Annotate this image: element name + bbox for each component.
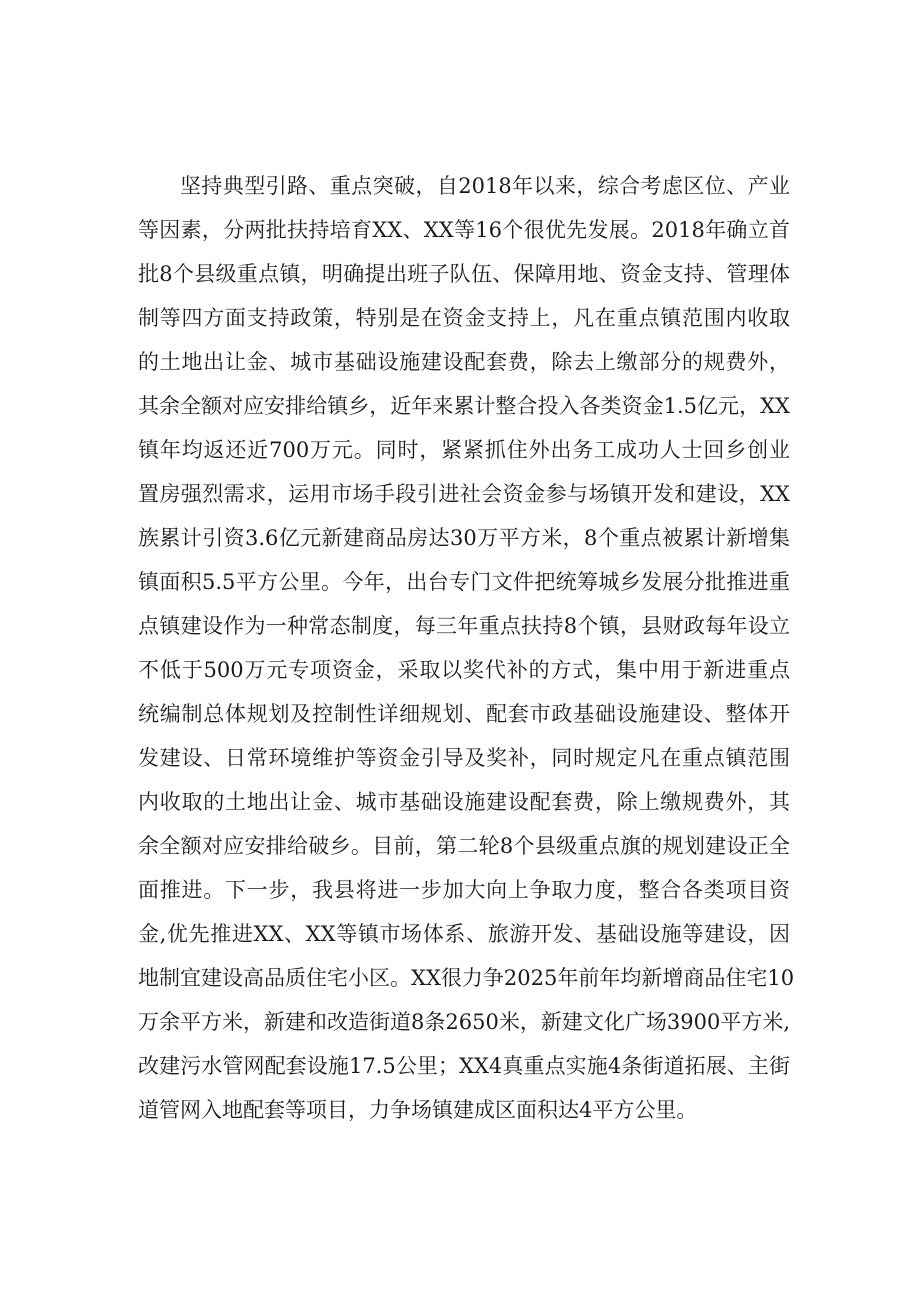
paragraph-line-9: 族累计引资3.6亿元新建商品房达30万平方米，8个重点被累计新增集 xyxy=(138,526,790,550)
paragraph-line-10: 镇面积5.5平方公里。今年，出台专门文件把统筹城乡发展分批推进重 xyxy=(138,570,790,594)
paragraph-line-20: 万余平方米，新建和改造街道8条2650米，新建文化广场3900平方米, xyxy=(138,1010,790,1034)
paragraph-line-6: 其余全额对应安排给镇乡，近年来累计整合投入各类资金1.5亿元，XX xyxy=(138,394,790,418)
paragraph-line-14: 发建设、日常环境维护等资金引导及奖补，同时规定凡在重点镇范围 xyxy=(138,746,790,770)
paragraph-line-11: 点镇建设作为一种常态制度，每三年重点扶持8个镇，县财政每年设立 xyxy=(138,614,790,638)
paragraph-line-18: 金,优先推进XX、XX等镇市场体系、旅游开发、基础设施等建设，因 xyxy=(138,922,790,946)
paragraph-line-5: 的土地出让金、城市基础设施建设配套费，除去上缴部分的规费外， xyxy=(138,350,790,374)
paragraph-line-1: 坚持典型引路、重点突破，自2018年以来，综合考虑区位、产业 xyxy=(180,174,790,198)
paragraph-line-8: 置房强烈需求，运用市场手段引进社会资金参与场镇开发和建设，XX xyxy=(138,482,790,506)
paragraph-line-15: 内收取的土地出让金、城市基础设施建设配套费，除上缴规费外，其 xyxy=(138,790,790,814)
body-paragraph xyxy=(138,164,795,1132)
paragraph-line-17: 面推进。下一步，我县将进一步加大向上争取力度，整合各类项目资 xyxy=(138,878,790,902)
paragraph-line-19: 地制宜建设高品质住宅小区。XX很力争2025年前年均新增商品住宅10 xyxy=(138,966,795,990)
paragraph-line-12: 不低于500万元专项资金，采取以奖代补的方式，集中用于新进重点 xyxy=(138,658,790,682)
paragraph-line-16: 余全额对应安排给破乡。目前，第二轮8个县级重点旗的规划建设正全 xyxy=(138,834,790,858)
paragraph-line-21: 改建污水管网配套设施17.5公里；XX4真重点实施4条街道拓展、主街 xyxy=(138,1054,790,1078)
paragraph-line-2: 等因素，分两批扶持培育XX、XX等16个很优先发展。2018年确立首 xyxy=(138,218,790,242)
paragraph-line-22: 道管网入地配套等项目，力争场镇建成区面积达4平方公里。 xyxy=(138,1098,698,1122)
paragraph-line-3: 批8个县级重点镇，明确提出班子队伍、保障用地、资金支持、管理体 xyxy=(138,262,790,286)
paragraph-line-4: 制等四方面支持政策，特别是在资金支持上，凡在重点镇范围内收取 xyxy=(138,306,790,330)
paragraph-line-13: 统编制总体规划及控制性详细规划、配套市政基础设施建设、整体开 xyxy=(138,702,790,726)
paragraph-line-7: 镇年均返还近700万元。同时，紧紧抓住外出务工成功人士回乡创业 xyxy=(138,438,790,462)
